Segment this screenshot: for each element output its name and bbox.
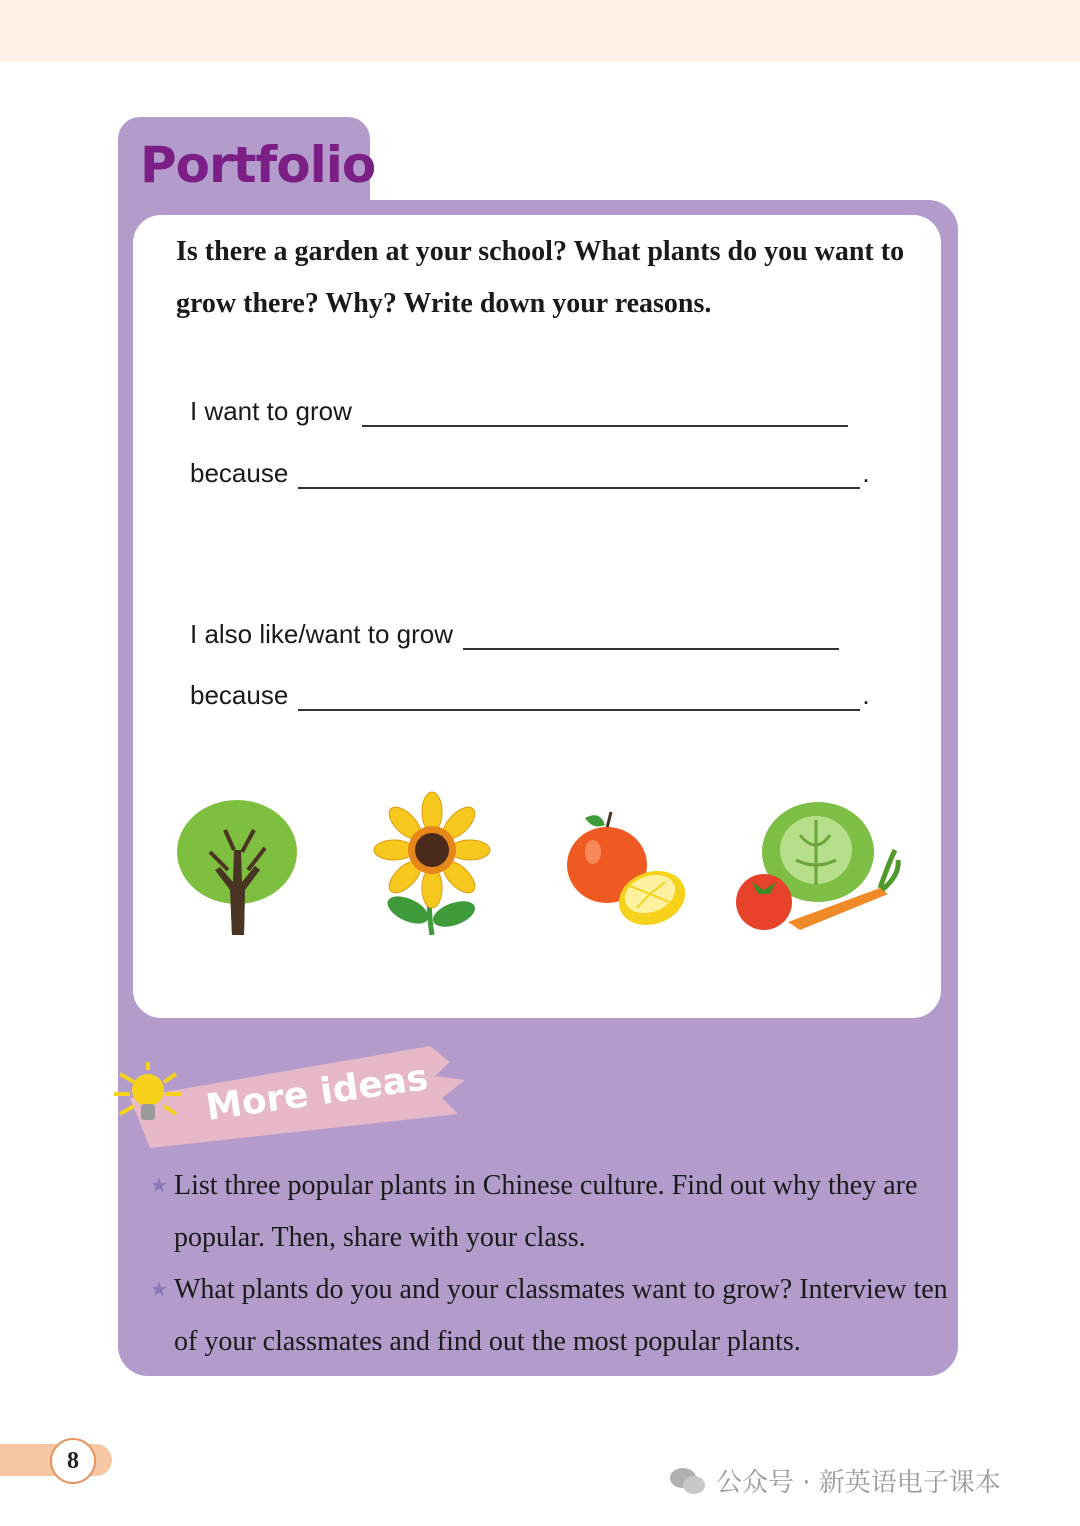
answer-blank[interactable] [463, 622, 839, 650]
answer-label: because [190, 680, 289, 710]
portfolio-prompt: Is there a garden at your school? What plants do you want to grow there? Why? Write down your reasons. [176, 236, 905, 319]
answer-row-1 [190, 396, 850, 427]
watermark: 公众号 · 新英语电子课本 [668, 1462, 1001, 1499]
sunflower-icon [370, 790, 495, 940]
answer-blank[interactable] [298, 461, 860, 489]
answer-label: I want to grow [190, 396, 352, 426]
answer-blank[interactable] [298, 683, 860, 711]
answer-label: I also like/want to grow [190, 619, 454, 649]
answer-blank[interactable] [362, 399, 848, 427]
fruit-icon [555, 790, 695, 940]
lightbulb-icon [132, 1074, 164, 1106]
wechat-icon [668, 1466, 708, 1496]
idea-item: ★ List three popular plants in Chinese culture. Find out why they are popular. Then, share with your class. [150, 1160, 950, 1264]
answer-row-4: because . [190, 680, 870, 710]
answer-row-2: because . [190, 458, 870, 488]
vegetables-icon [730, 790, 905, 940]
star-icon: ★ [150, 1279, 168, 1301]
answer-label: because [190, 458, 289, 488]
answer-row-3 [190, 619, 841, 650]
more-ideas-list [150, 1160, 950, 1368]
star-icon: ★ [150, 1175, 168, 1197]
page-number: 8 [50, 1438, 96, 1484]
more-ideas-ribbon [90, 1040, 480, 1150]
portfolio-title: Portfolio [140, 136, 376, 194]
tree-icon [170, 790, 305, 940]
more-ideas-title: More ideas [203, 1057, 431, 1129]
top-band [0, 0, 1080, 62]
idea-item: ★ What plants do you and your classmates want to grow? Interview ten of your classmates and find out the most popular plants. [150, 1264, 950, 1368]
